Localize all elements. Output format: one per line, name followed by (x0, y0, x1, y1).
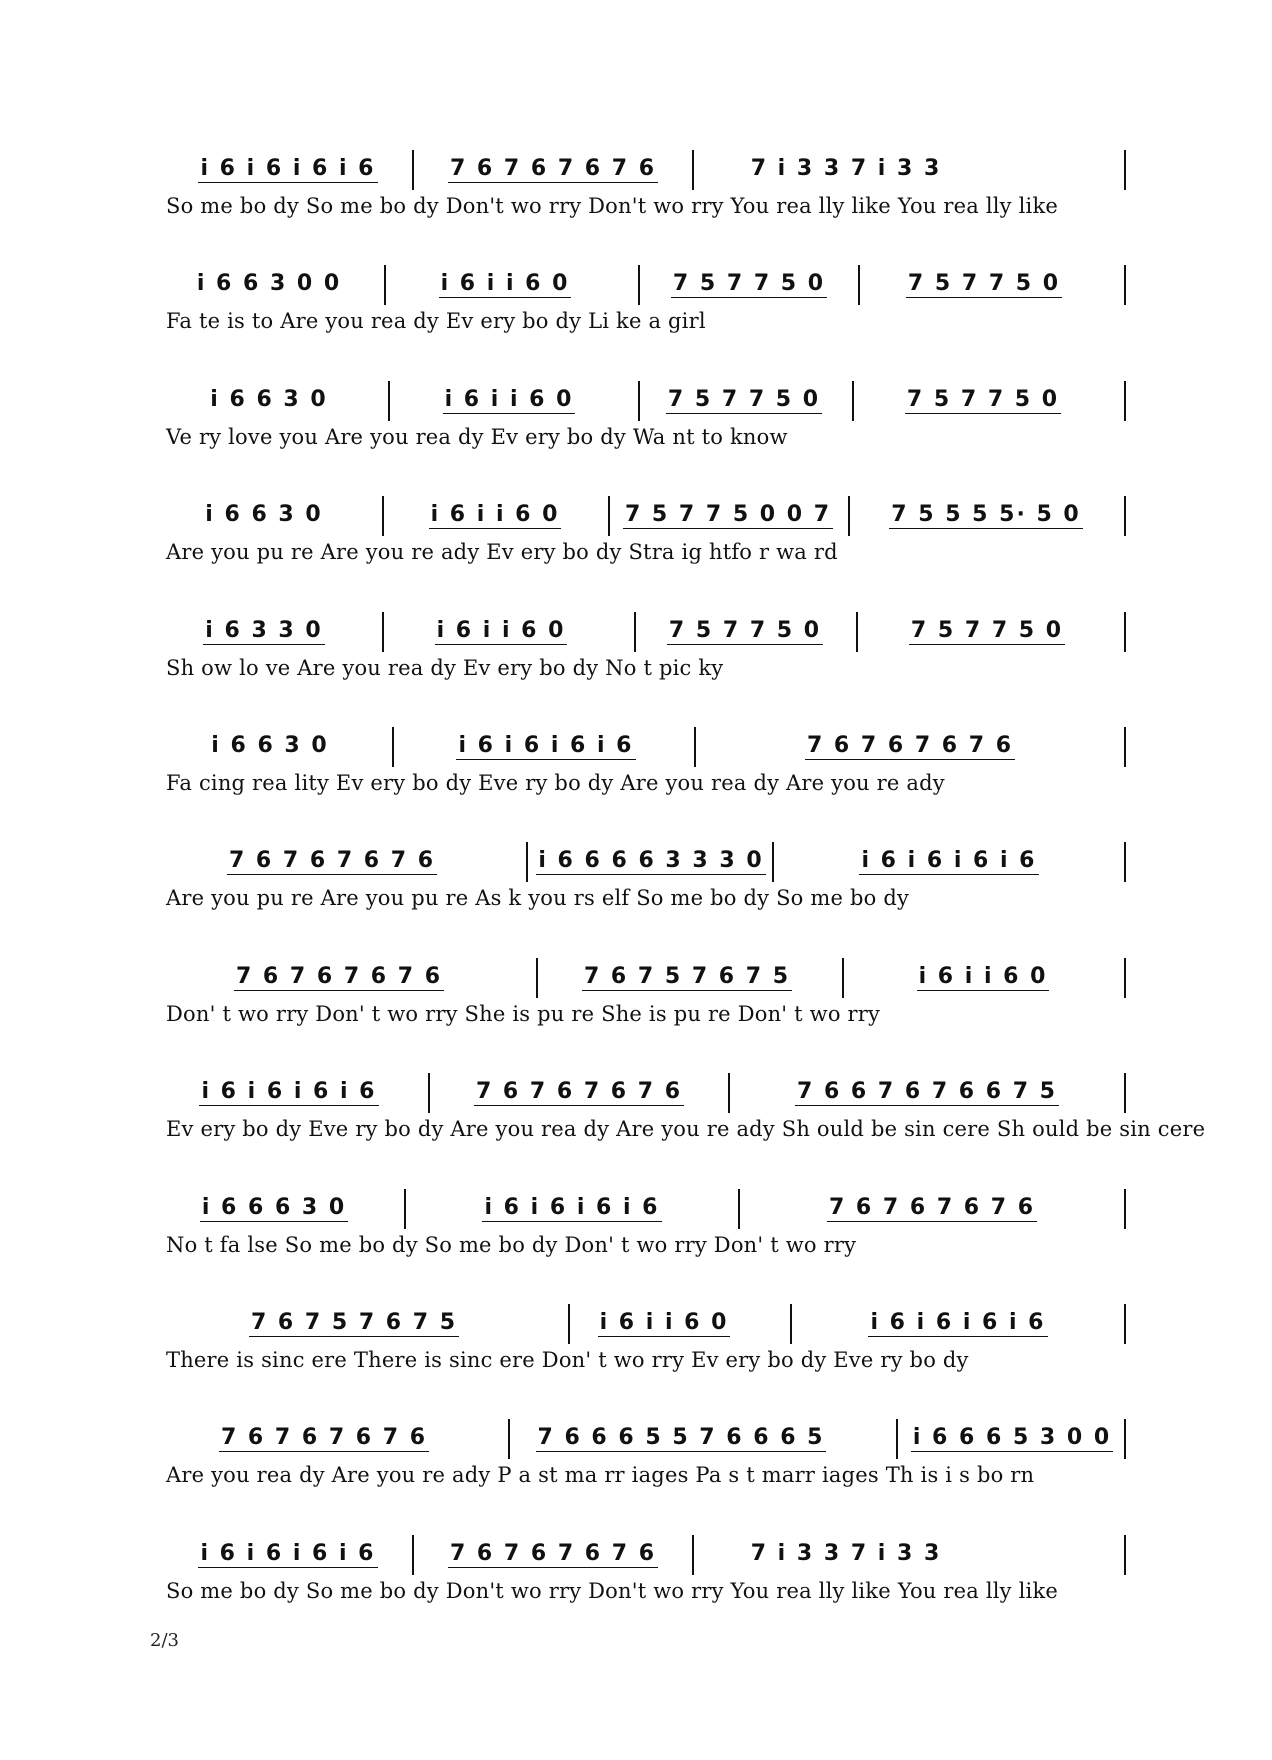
notes-row (164, 381, 1130, 429)
measure (164, 1541, 412, 1581)
measure (164, 733, 376, 773)
note-group: i 6 6 3 0 (210, 386, 328, 412)
measure (416, 1541, 690, 1581)
measure (614, 502, 842, 542)
score-system-2 (164, 265, 1130, 380)
bar-line (1124, 842, 1126, 882)
note-group: i 6 6 3 0 0 (196, 271, 342, 297)
note-group: i 6 i i 6 0 (430, 502, 560, 528)
lyrics-line: Don' t wo rry Don' t wo rry She is pu re She is pu re Don' t wo rry (166, 1001, 881, 1026)
bar-line (692, 1535, 694, 1575)
measure (514, 1425, 848, 1465)
note-group: 7 6 7 6 7 6 7 6 (449, 156, 657, 181)
notes-row (164, 842, 1130, 890)
notes-row (164, 612, 1130, 660)
measure (854, 502, 1118, 542)
bar-line (608, 496, 610, 536)
measure (164, 848, 500, 888)
notes-row (164, 727, 1130, 775)
lyrics-line: Fa te is to Are you rea dy Ev ery bo dy Li ke a girl (166, 309, 706, 334)
measure (388, 618, 614, 658)
note-group: i 6 6 3 0 (205, 502, 323, 528)
lyrics-line: So me bo dy So me bo dy Don't wo rry Don't wo rry You rea lly like You rea lly like (166, 194, 1059, 218)
bar-line (772, 842, 774, 882)
lyrics-line: So me bo dy So me bo dy Don't wo rry Don't wo rry You rea lly like You rea lly like (166, 1578, 1059, 1603)
measure (696, 156, 996, 196)
note-group: i 6 i i 6 0 (440, 271, 570, 297)
bar-line (694, 727, 696, 767)
measure (848, 964, 1118, 1004)
measure (778, 848, 1120, 888)
note-group: 7 5 7 7 5 0 (910, 617, 1064, 643)
score-system-12 (164, 1419, 1130, 1534)
score (164, 150, 1206, 1650)
score-system-9 (164, 1073, 1206, 1188)
bar-line (856, 612, 858, 652)
lyrics-line: Ve ry love you Are you rea dy Ev ery bo dy Wa nt to know (166, 424, 788, 449)
measure (394, 387, 624, 427)
note-group: 7 5 7 7 5 0 (668, 617, 822, 643)
note-group: i 6 6 6 5 3 0 0 (912, 1425, 1112, 1451)
notes-row (164, 1073, 1130, 1121)
bar-line (508, 1419, 510, 1459)
bar-line (392, 727, 394, 767)
measure (532, 848, 770, 888)
measure (164, 964, 514, 1004)
score-system-10 (164, 1189, 1130, 1304)
bar-line (1124, 1073, 1126, 1113)
lyrics-line: There is sinc ere There is sinc ere Don' t wo rry Ev ery bo dy Eve ry bo dy (166, 1347, 969, 1372)
bar-line (848, 496, 850, 536)
note-group: 7 5 7 7 5 0 (667, 386, 821, 412)
bar-line (790, 1304, 792, 1344)
note-group: 7 6 7 6 7 6 7 6 (235, 963, 443, 989)
bar-line (412, 150, 414, 190)
measure (696, 1541, 996, 1581)
notes-row (164, 958, 1130, 1006)
note-group: 7 6 7 6 7 6 7 6 (475, 1079, 683, 1105)
bar-line (1124, 265, 1126, 305)
note-group: 7 5 7 7 5 0 0 7 (624, 502, 832, 528)
measure (796, 1310, 1120, 1350)
bar-line (842, 958, 844, 998)
measure (164, 156, 412, 196)
measure (744, 1195, 1120, 1235)
lyrics-line: Are you pu re Are you re ady Ev ery bo dy Stra ig htfo r wa rd (166, 540, 838, 565)
measure (164, 271, 374, 311)
bar-line (412, 1535, 414, 1575)
note-group: i 6 i 6 i 6 i 6 (458, 732, 634, 758)
score-system-13 (164, 1535, 1130, 1650)
bar-line (1124, 1304, 1126, 1344)
bar-line (536, 958, 538, 998)
note-group: i 6 i 6 i 6 i 6 (861, 848, 1037, 874)
notes-row (164, 1304, 1130, 1352)
note-group: 7 6 6 7 6 7 6 6 7 5 (796, 1079, 1057, 1105)
notes-row (164, 496, 1130, 544)
measure (388, 502, 602, 542)
page-number: 2/3 (150, 1630, 179, 1651)
notes-row (164, 1189, 1130, 1237)
measure (164, 1310, 544, 1350)
lyrics-line: Are you rea dy Are you re ady P a st ma rr iages Pa s t marr iages Th is i s bo rn (166, 1463, 1035, 1488)
note-group: i 6 i 6 i 6 i 6 (870, 1309, 1046, 1335)
bar-line (382, 612, 384, 652)
note-group: i 6 i 6 i 6 i 6 (200, 1540, 376, 1566)
note-group: i 6 6 6 3 0 (201, 1194, 347, 1220)
bar-line (1124, 1419, 1126, 1459)
note-group: i 6 i i 6 0 (918, 963, 1048, 989)
note-group: i 6 i 6 i 6 i 6 (200, 156, 376, 181)
score-system-4 (164, 496, 1130, 611)
measure (164, 1425, 484, 1465)
note-group: i 6 6 6 6 3 3 3 0 (538, 848, 764, 874)
bar-line (638, 265, 640, 305)
note-group: 7 i 3 3 7 i 3 3 (750, 156, 942, 181)
note-group: 7 5 5 5 5· 5 0 (891, 502, 1081, 528)
note-group: i 6 i i 6 0 (599, 1309, 729, 1335)
measure (574, 1310, 754, 1350)
bar-line (852, 381, 854, 421)
measure (542, 964, 832, 1004)
note-group: 7 6 7 5 7 6 7 5 (250, 1309, 458, 1335)
notes-row (164, 1419, 1130, 1467)
measure (164, 618, 364, 658)
score-system-3 (164, 381, 1130, 496)
measure (164, 502, 364, 542)
bar-line (1124, 1189, 1126, 1229)
note-group: 7 i 3 3 7 i 3 3 (750, 1540, 942, 1566)
note-group: i 6 i 6 i 6 i 6 (201, 1079, 377, 1105)
notes-row (164, 1535, 1130, 1583)
note-group: i 6 3 3 0 (205, 617, 323, 643)
note-group: 7 5 7 7 5 0 (672, 271, 826, 297)
measure (164, 1079, 414, 1119)
note-group: i 6 i i 6 0 (444, 386, 574, 412)
measure (164, 1195, 384, 1235)
bar-line (728, 1073, 730, 1113)
measure (640, 618, 850, 658)
measure (390, 271, 620, 311)
note-group: i 6 6 3 0 (211, 732, 329, 758)
bar-line (388, 381, 390, 421)
bar-line (1124, 958, 1126, 998)
note-group: i 6 i 6 i 6 i 6 (484, 1194, 660, 1220)
note-group: 7 6 7 6 7 6 7 6 (806, 732, 1014, 758)
note-group: 7 5 7 7 5 0 (906, 386, 1060, 412)
bar-line (428, 1073, 430, 1113)
lyrics-line: No t fa lse So me bo dy So me bo dy Don' t wo rry Don' t wo rry (166, 1232, 857, 1257)
bar-line (382, 496, 384, 536)
bar-line (1124, 381, 1126, 421)
bar-line (896, 1419, 898, 1459)
score-system-11 (164, 1304, 1130, 1419)
measure (734, 1079, 1120, 1119)
measure (644, 271, 854, 311)
bar-line (1124, 496, 1126, 536)
note-group: 7 6 6 6 5 5 7 6 6 6 5 (537, 1425, 825, 1451)
score-system-5 (164, 612, 1130, 727)
measure (410, 1195, 734, 1235)
score-system-8 (164, 958, 1130, 1073)
measure (700, 733, 1120, 773)
measure (164, 387, 374, 427)
note-group: 7 6 7 6 7 6 7 6 (449, 1540, 657, 1566)
note-group: 7 6 7 6 7 6 7 6 (228, 848, 436, 874)
measure (862, 618, 1112, 658)
bar-line (1124, 1535, 1126, 1575)
measure (434, 1079, 724, 1119)
notes-row (164, 150, 1130, 198)
measure (902, 1425, 1122, 1465)
bar-line (692, 150, 694, 190)
lyrics-line: Sh ow lo ve Are you rea dy Ev ery bo dy No t pic ky (166, 655, 724, 680)
bar-line (1124, 150, 1126, 190)
measure (398, 733, 694, 773)
bar-line (1124, 727, 1126, 767)
lyrics-line: Ev ery bo dy Eve ry bo dy Are you rea dy Are you re ady Sh ould be sin cere Sh ould be sin cere (166, 1117, 1206, 1142)
bar-line (638, 381, 640, 421)
note-group: 7 6 7 5 7 6 7 5 (583, 963, 791, 989)
bar-line (404, 1189, 406, 1229)
lyrics-line: Fa cing rea lity Ev ery bo dy Eve ry bo dy Are you rea dy Are you re ady (166, 770, 945, 795)
bar-line (858, 265, 860, 305)
bar-line (738, 1189, 740, 1229)
note-group: i 6 i i 6 0 (436, 617, 566, 643)
note-group: 7 6 7 6 7 6 7 6 (828, 1194, 1036, 1220)
bar-line (568, 1304, 570, 1344)
measure (858, 387, 1108, 427)
measure (416, 156, 690, 196)
note-group: 7 5 7 7 5 0 (907, 271, 1061, 297)
score-system-7 (164, 842, 1130, 957)
bar-line (384, 265, 386, 305)
bar-line (634, 612, 636, 652)
bar-line (526, 842, 528, 882)
score-system-6 (164, 727, 1130, 842)
score-system-1 (164, 150, 1130, 265)
notes-row (164, 265, 1130, 313)
bar-line (1124, 612, 1126, 652)
lyrics-line: Are you pu re Are you pu re As k you rs elf So me bo dy So me bo dy (166, 886, 910, 911)
note-group: 7 6 7 6 7 6 7 6 (220, 1425, 428, 1451)
measure (864, 271, 1104, 311)
measure (644, 387, 844, 427)
